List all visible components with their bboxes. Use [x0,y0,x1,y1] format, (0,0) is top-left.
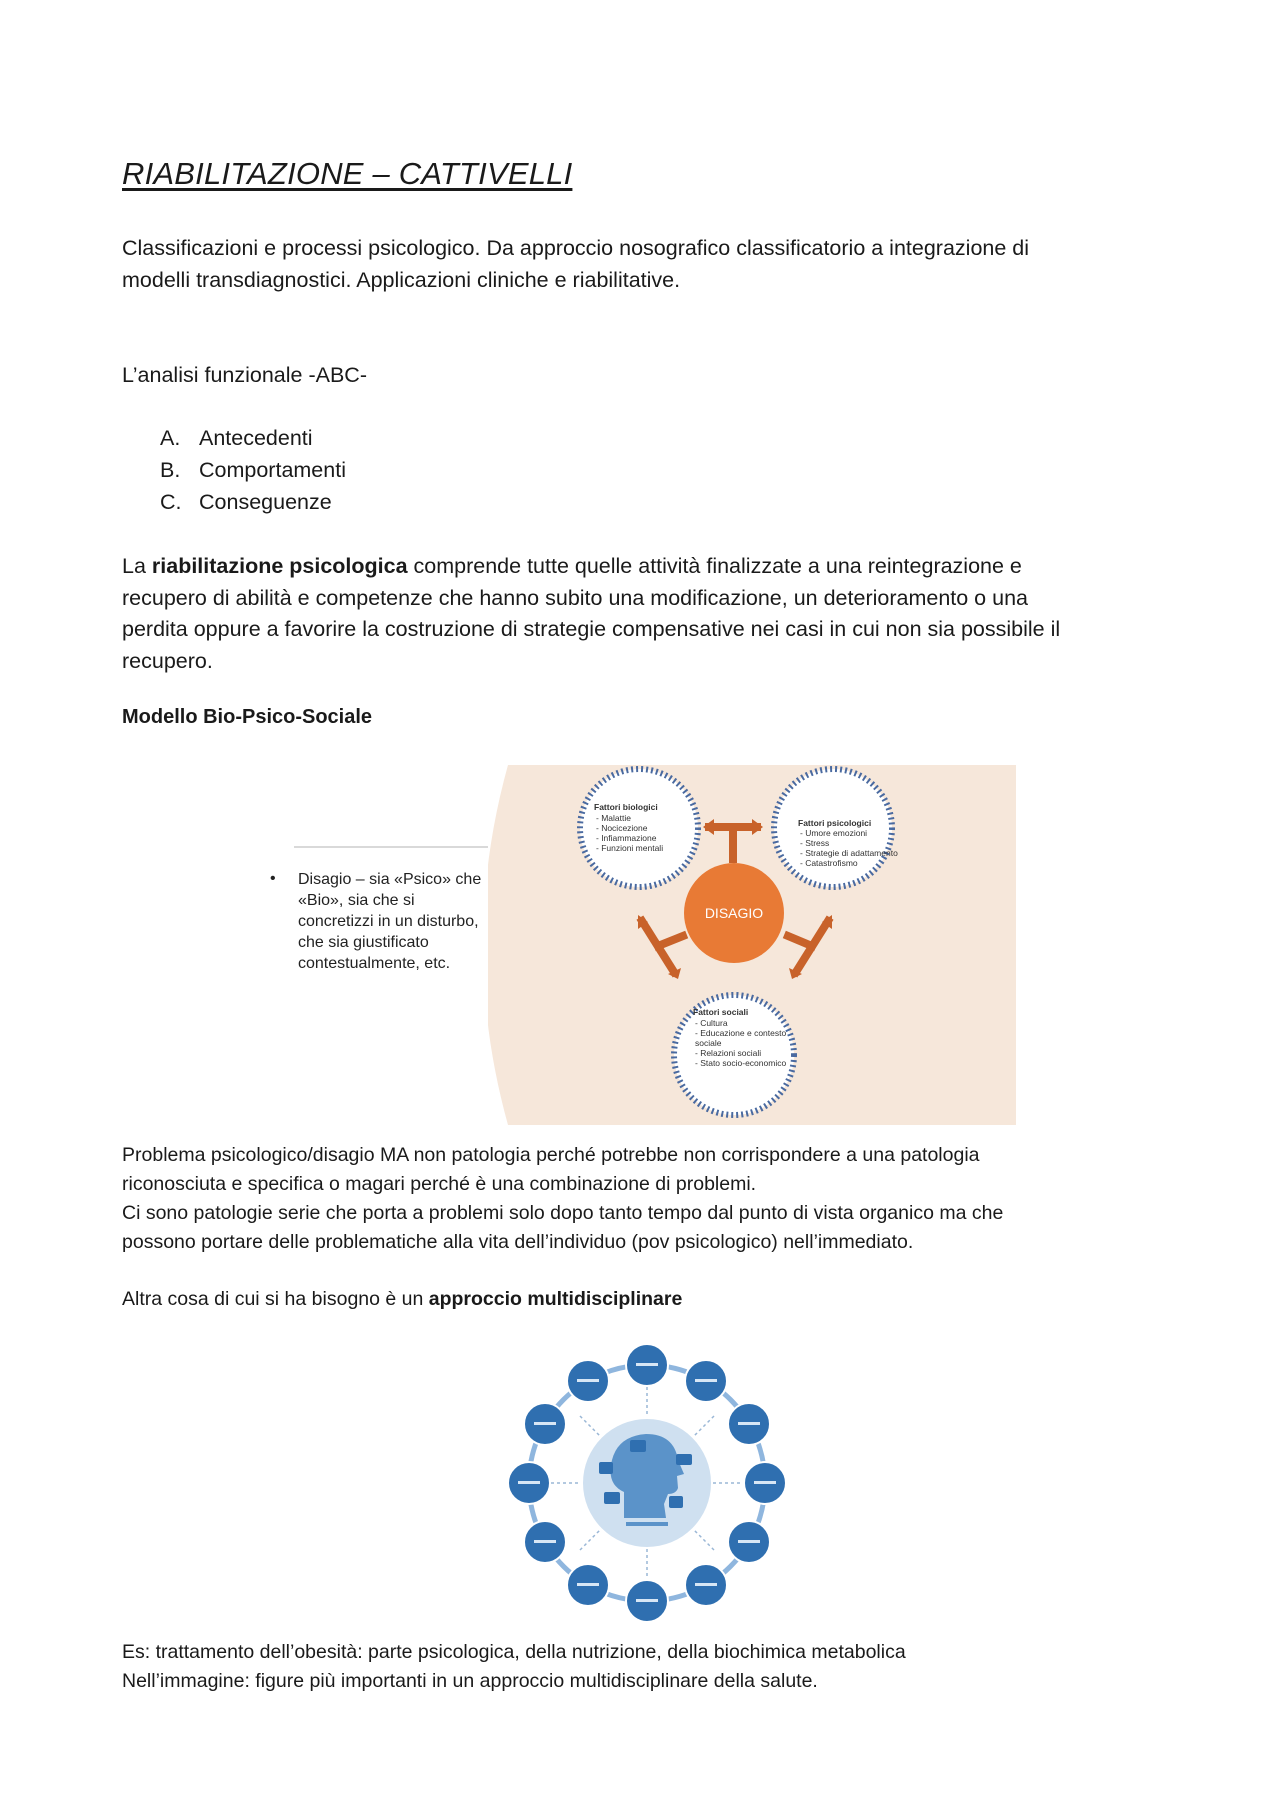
bio-item: - Infiammazione [596,833,657,843]
list-item-label: Conseguenze [199,490,332,514]
social-item: - Stato socio-economico [695,1058,787,1068]
rehab-line-4: recupero. [122,648,213,673]
rehab-line-3: perdita oppure a favorire la costruzione di strategie compensative nei casi in cui non sia possibile il [122,617,1061,641]
list-item [160,422,346,454]
problem-line-2: riconosciuta e specifica o magari perché è una combinazione di problemi. [122,1173,757,1195]
page-title: RIABILITAZIONE – CATTIVELLI [122,156,573,191]
bullet-line: che sia giustificato [298,934,429,951]
example-line-2: Nell’immagine: figure più importanti in un approccio multidisciplinare della salute. [122,1670,818,1692]
problem-line-1: Problema psicologico/disagio MA non patologia perché potrebbe non corrispondere a una patologia [122,1144,980,1166]
psy-item: - Catastrofismo [800,858,858,868]
psy-item: - Strategie di adattamento [800,848,898,858]
social-item: - Cultura [695,1018,728,1028]
screen-icon [630,1440,646,1452]
example-line-1: Es: trattamento dell’obesità: parte psicologica, della nutrizione, della biochimica metabolica [122,1641,906,1663]
list-item-label: Antecedenti [199,426,313,450]
bio-title: Fattori biologici [594,802,658,812]
social-item: - Relazioni sociali [695,1048,762,1058]
social-item: sociale [695,1038,722,1048]
psy-item: - Stress [800,838,830,848]
multidisciplinary-figure [506,1342,788,1624]
problem-paragraph [122,1141,1172,1257]
list-marker: C. [160,490,182,514]
intro-line-2: modelli transdiagnostici. Applicazioni cliniche e riabilitative. [122,267,681,292]
bullet-line: concretizzi in un disturbo, [298,913,479,930]
social-item: - Educazione e contesto [695,1028,787,1038]
psy-title: Fattori psicologici [798,818,872,828]
intro-paragraph [122,233,1172,296]
bullet-line: Disagio – sia «Psico» che [298,871,482,888]
phone-icon [599,1462,613,1474]
example-paragraph [122,1638,1172,1696]
rehab-line-2: recupero di abilità e competenze che hanno subito una modificazione, un deterioramento o una [122,585,1028,610]
list-item [160,454,346,486]
list-marker: B. [160,458,181,482]
social-title: Fattori sociali [693,1007,749,1017]
problem-line-4: possono portare delle problematiche alla vita dell’individuo (pov psicologico) nell’immediato. [122,1231,914,1253]
rehab-line-1-rest: comprende tutte quelle attività finalizzate a una reintegrazione e [407,554,1022,578]
list-marker: A. [160,426,181,450]
rehab-bold-term: riabilitazione psicologica [151,554,408,578]
intro-line-1: Classificazioni e processi psicologico. Da approccio nosografico classificatorio a integrazione di [122,236,1030,260]
bio-item: - Nocicezione [596,823,648,833]
chat-icon [669,1496,683,1508]
disagio-label: DISAGIO [704,905,764,921]
multi-bold-term: approccio multidisciplinare [428,1288,683,1310]
psy-item: - Umore emozioni [800,828,868,838]
list-item-label: Comportamenti [199,458,346,482]
multi-prefix: Altra cosa di cui si ha bisogno è un [122,1288,429,1310]
bio-item: - Malattie [596,813,631,823]
bullet-line: contestualmente, etc. [298,955,451,972]
head-caption-bar [626,1522,668,1526]
abc-list [160,422,346,518]
mail-icon [676,1454,692,1465]
problem-line-3: Ci sono patologie serie che porta a problemi solo dopo tanto tempo dal punto di vista organico ma che [122,1202,1004,1224]
bullet-line: «Bio», sia che si [298,892,415,909]
abc-heading: L’analisi funzionale -ABC- [122,363,367,387]
email-icon [604,1492,620,1504]
multidisciplinary-paragraph [122,1285,1172,1314]
model-heading: Modello Bio-Psico-Sociale [122,706,373,728]
bullet-icon: • [270,870,276,887]
list-item [160,486,346,518]
rehab-paragraph [122,551,1172,677]
bps-model-figure [258,765,1016,1125]
rehab-prefix: La [122,554,152,578]
bio-item: - Funzioni mentali [596,843,664,853]
